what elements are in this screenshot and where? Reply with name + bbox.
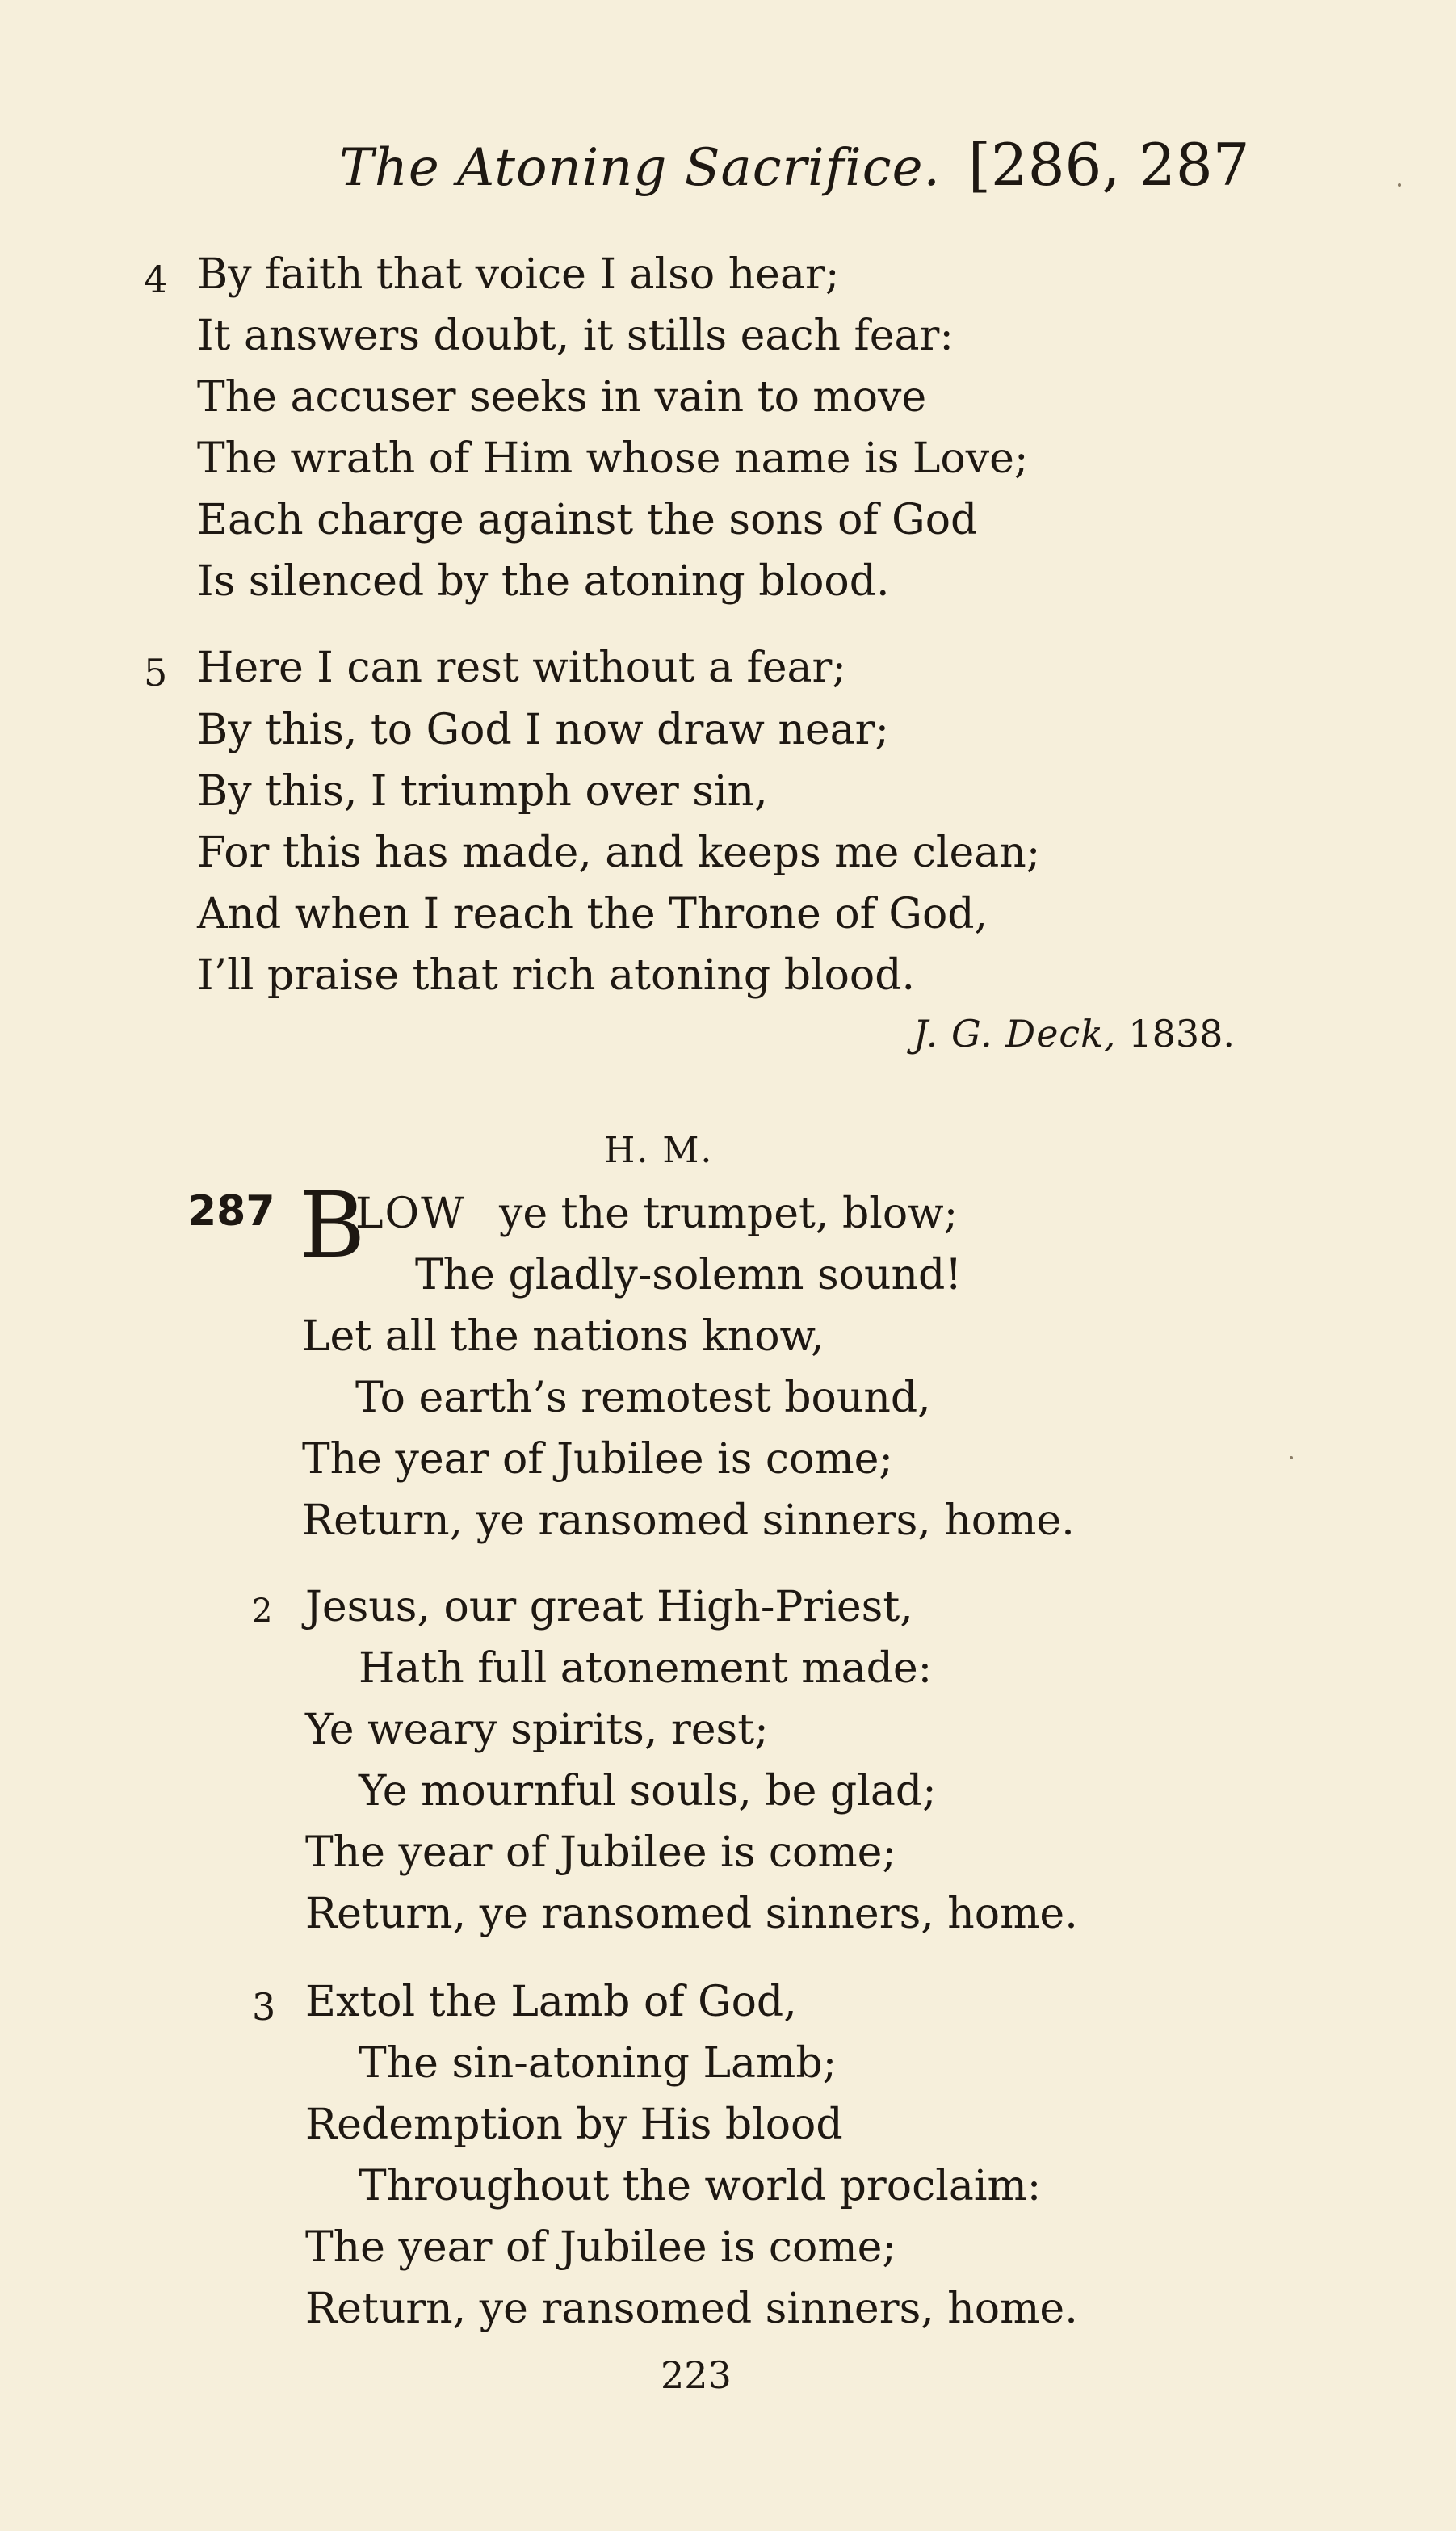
verse-line: It answers doubt, it stills each fear: bbox=[197, 312, 954, 360]
verse-line: Let all the nations know, bbox=[302, 1312, 825, 1361]
header-title: The Atoning Sacrifice. bbox=[339, 138, 941, 198]
verse-line: Redemption by His blood bbox=[305, 2101, 843, 2149]
verse-line: The year of Jubilee is come; bbox=[305, 2223, 896, 2272]
verse-line: Jesus, our great High-Priest, bbox=[305, 1583, 913, 1631]
verse-number: 4 bbox=[144, 258, 168, 301]
verse-line: And when I reach the Throne of God, bbox=[197, 890, 988, 938]
verse-number: 5 bbox=[144, 651, 168, 695]
hymn-287-number: 287 bbox=[187, 1187, 275, 1236]
verse-line: Extol the Lamb of God, bbox=[305, 1978, 797, 2026]
hymn-287-meter: H. M. bbox=[604, 1130, 714, 1171]
verse-line: Each charge against the sons of God bbox=[197, 496, 978, 544]
verse-line: Throughout the world proclaim: bbox=[359, 2162, 1042, 2210]
verse-line: By this, to God I now draw near; bbox=[197, 706, 890, 754]
verse-line: Here I can rest without a fear; bbox=[197, 644, 846, 692]
drop-cap: B bbox=[299, 1173, 366, 1278]
verse-line: Return, ye ransomed sinners, home. bbox=[305, 2285, 1078, 2333]
verse-line: The wrath of Him whose name is Love; bbox=[197, 434, 1029, 483]
verse-line: Ye mournful souls, be glad; bbox=[359, 1767, 937, 1815]
verse-line: Hath full atonement made: bbox=[359, 1644, 933, 1693]
verse-line: To earth’s remotest bound, bbox=[355, 1374, 931, 1422]
verse-line: The sin-atoning Lamb; bbox=[359, 2039, 837, 2088]
author-year: 1838. bbox=[1128, 1012, 1235, 1056]
verse-line: Ye weary spirits, rest; bbox=[305, 1706, 769, 1754]
paper-speck bbox=[1290, 1456, 1293, 1459]
verse-line: Return, ye ransomed sinners, home. bbox=[302, 1496, 1075, 1545]
verse-line: The year of Jubilee is come; bbox=[302, 1435, 893, 1484]
verse-line: The year of Jubilee is come; bbox=[305, 1828, 896, 1877]
first-line-rest: ye the trumpet, blow; bbox=[499, 1190, 959, 1238]
hymn-286-attribution bbox=[913, 1012, 1235, 1056]
running-header bbox=[339, 131, 1250, 199]
hymn-range: [286, 287 bbox=[967, 131, 1250, 199]
verse-line: The accuser seeks in vain to move bbox=[197, 373, 927, 422]
author-name: J. G. Deck, bbox=[913, 1012, 1117, 1056]
paper-speck bbox=[1398, 183, 1401, 187]
verse-number: 3 bbox=[252, 1985, 276, 2029]
verse-line: By faith that voice I also hear; bbox=[197, 250, 840, 299]
verse-number: 2 bbox=[252, 1593, 273, 1630]
verse-line: For this has made, and keeps me clean; bbox=[197, 829, 1041, 877]
page-number: 223 bbox=[661, 2353, 732, 2397]
verse-line: By this, I triumph over sin, bbox=[197, 767, 768, 816]
verse-line: Is silenced by the atoning blood. bbox=[197, 557, 890, 606]
verse-line: The gladly-solemn sound! bbox=[415, 1251, 963, 1299]
verse-line: Return, ye ransomed sinners, home. bbox=[305, 1890, 1078, 1938]
verse-line: I’ll praise that rich atoning blood. bbox=[197, 951, 916, 1000]
first-word: LOW bbox=[355, 1190, 466, 1238]
